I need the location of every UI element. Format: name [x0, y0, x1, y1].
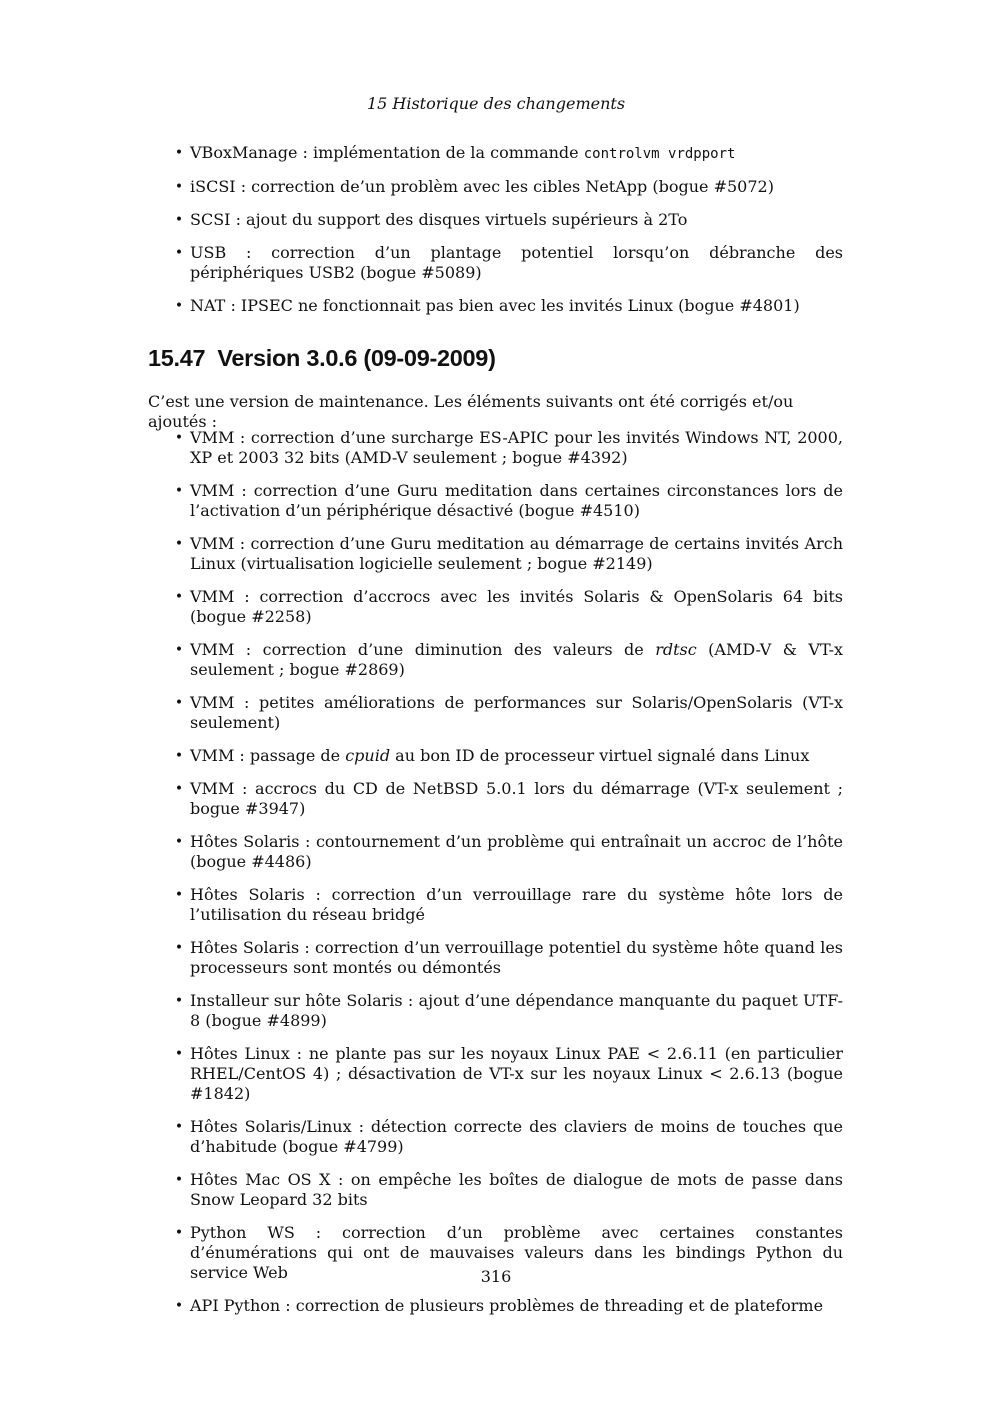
- bullet-icon: •: [174, 695, 184, 711]
- list-item: [148, 991, 843, 1031]
- bullet-icon: •: [174, 940, 184, 956]
- bullet-icon: •: [174, 642, 184, 658]
- bullet-icon: •: [174, 834, 184, 850]
- list-item: [148, 177, 843, 197]
- section-title-text: Version 3.0.6 (09-09-2009): [217, 345, 496, 371]
- emphasis-text: rdtsc: [655, 640, 697, 659]
- bullet-icon: •: [174, 993, 184, 1009]
- list-item-text: VMM : correction d’une Guru meditation dans certaines circonstances lors de l’activation d’un périphérique désactivé (bogue #4510): [190, 481, 843, 520]
- list-item-text: USB : correction d’un plantage potentiel lorsqu’on débranche des périphériques USB2 (bogue #5089): [190, 243, 843, 282]
- list-item-text: Installeur sur hôte Solaris : ajout d’une dépendance manquante du paquet UTF-8 (bogue #4899): [190, 991, 843, 1030]
- bullet-icon: •: [174, 430, 184, 446]
- list-item: [148, 1296, 843, 1316]
- inline-code: controlvm vrdpport: [583, 146, 736, 162]
- bullet-icon: •: [174, 1298, 184, 1314]
- bullet-icon: •: [174, 145, 184, 161]
- emphasis-text: cpuid: [345, 746, 391, 765]
- bullet-icon: •: [174, 483, 184, 499]
- list-item-text: NAT : IPSEC ne fonctionnait pas bien avec les invités Linux (bogue #4801): [190, 296, 800, 315]
- list-item-text: Python WS : correction d’un problème avec certaines constantes d’énumérations qui ont de mauvaises valeurs dans les bindings Python du service Web: [190, 1223, 843, 1282]
- list-item-text: Hôtes Linux : ne plante pas sur les noyaux Linux PAE < 2.6.11 (en particulier RHEL/CentOS 4) ; désactivation de VT-x sur les noyaux Linux < 2.6.13 (bogue #1842): [190, 1044, 843, 1103]
- list-item-text: iSCSI : correction de’un problèm avec les cibles NetApp (bogue #5072): [190, 177, 774, 196]
- list-item: [148, 243, 843, 283]
- bullet-icon: •: [174, 748, 184, 764]
- list-item: [148, 296, 843, 316]
- section-intro: C’est une version de maintenance. Les éléments suivants ont été corrigés et/ou ajoutés :: [148, 392, 794, 431]
- list-item: [148, 481, 843, 521]
- list-item-text: SCSI : ajout du support des disques virtuels supérieurs à 2To: [190, 210, 688, 229]
- list-item-text: Hôtes Solaris/Linux : détection correcte des claviers de moins de touches que d’habitude (bogue #4799): [190, 1117, 843, 1156]
- list-item: [148, 210, 843, 230]
- list-item-text: VMM : correction d’une Guru meditation au démarrage de certains invités Arch Linux (virtualisation logicielle seulement ; bogue #2149): [190, 534, 843, 573]
- changelog-list-previous-version: [148, 143, 843, 329]
- list-item: [148, 746, 843, 766]
- list-item: [148, 1170, 843, 1210]
- list-item-text: Hôtes Solaris : correction d’un verrouillage potentiel du système hôte quand les processeurs sont montés ou démontés: [190, 938, 843, 977]
- list-item-text: VMM : correction d’accrocs avec les invités Solaris & OpenSolaris 64 bits (bogue #2258): [190, 587, 843, 626]
- list-item-text: VMM : passage de: [190, 746, 346, 765]
- changelog-list: [148, 428, 843, 1329]
- list-item: [148, 832, 843, 872]
- list-item-text: Hôtes Solaris : contournement d’un problème qui entraînait un accroc de l’hôte (bogue #4486): [190, 832, 843, 871]
- page-number: 316: [480, 1267, 512, 1286]
- bullet-icon: •: [174, 245, 184, 261]
- list-item-text: API Python : correction de plusieurs problèmes de threading et de plateforme: [190, 1296, 824, 1315]
- list-item: [148, 1117, 843, 1157]
- section-heading: [148, 343, 496, 373]
- bullet-icon: •: [174, 1172, 184, 1188]
- list-item: [148, 640, 843, 680]
- list-item: [148, 693, 843, 733]
- bullet-icon: •: [174, 1046, 184, 1062]
- list-item-text: VBoxManage : implémentation de la commande: [190, 143, 584, 162]
- bullet-icon: •: [174, 887, 184, 903]
- list-item: [148, 779, 843, 819]
- bullet-icon: •: [174, 589, 184, 605]
- bullet-icon: •: [174, 298, 184, 314]
- section-number: 15.47: [148, 345, 206, 371]
- bullet-icon: •: [174, 781, 184, 797]
- list-item-text: VMM : correction d’une surcharge ES-APIC pour les invités Windows NT, 2000, XP et 2003 32 bits (AMD-V seulement ; bogue #4392): [190, 428, 843, 467]
- list-item-text: au bon ID de processeur virtuel signalé dans Linux: [390, 746, 810, 765]
- list-item-text: VMM : correction d’une diminution des valeurs de: [190, 640, 656, 659]
- list-item-text: Hôtes Solaris : correction d’un verrouillage rare du système hôte lors de l’utilisation du réseau bridgé: [190, 885, 843, 924]
- bullet-icon: •: [174, 212, 184, 228]
- list-item: [148, 534, 843, 574]
- list-item-text: VMM : accrocs du CD de NetBSD 5.0.1 lors du démarrage (VT-x seulement ; bogue #3947): [190, 779, 843, 818]
- list-item: [148, 428, 843, 468]
- list-item: [148, 938, 843, 978]
- list-item-text: Hôtes Mac OS X : on empêche les boîtes de dialogue de mots de passe dans Snow Leopard 32 bits: [190, 1170, 843, 1209]
- list-item: [148, 885, 843, 925]
- bullet-icon: •: [174, 536, 184, 552]
- bullet-icon: •: [174, 179, 184, 195]
- bullet-icon: •: [174, 1225, 184, 1241]
- running-header: 15 Historique des changements: [366, 94, 626, 113]
- list-item: [148, 143, 843, 164]
- list-item-text: VMM : petites améliorations de performances sur Solaris/OpenSolaris (VT-x seulement): [190, 693, 843, 732]
- bullet-icon: •: [174, 1119, 184, 1135]
- list-item: [148, 587, 843, 627]
- list-item: [148, 1044, 843, 1104]
- list-item-text: (AMD-V & VT-x seulement ; bogue #2869): [190, 640, 844, 679]
